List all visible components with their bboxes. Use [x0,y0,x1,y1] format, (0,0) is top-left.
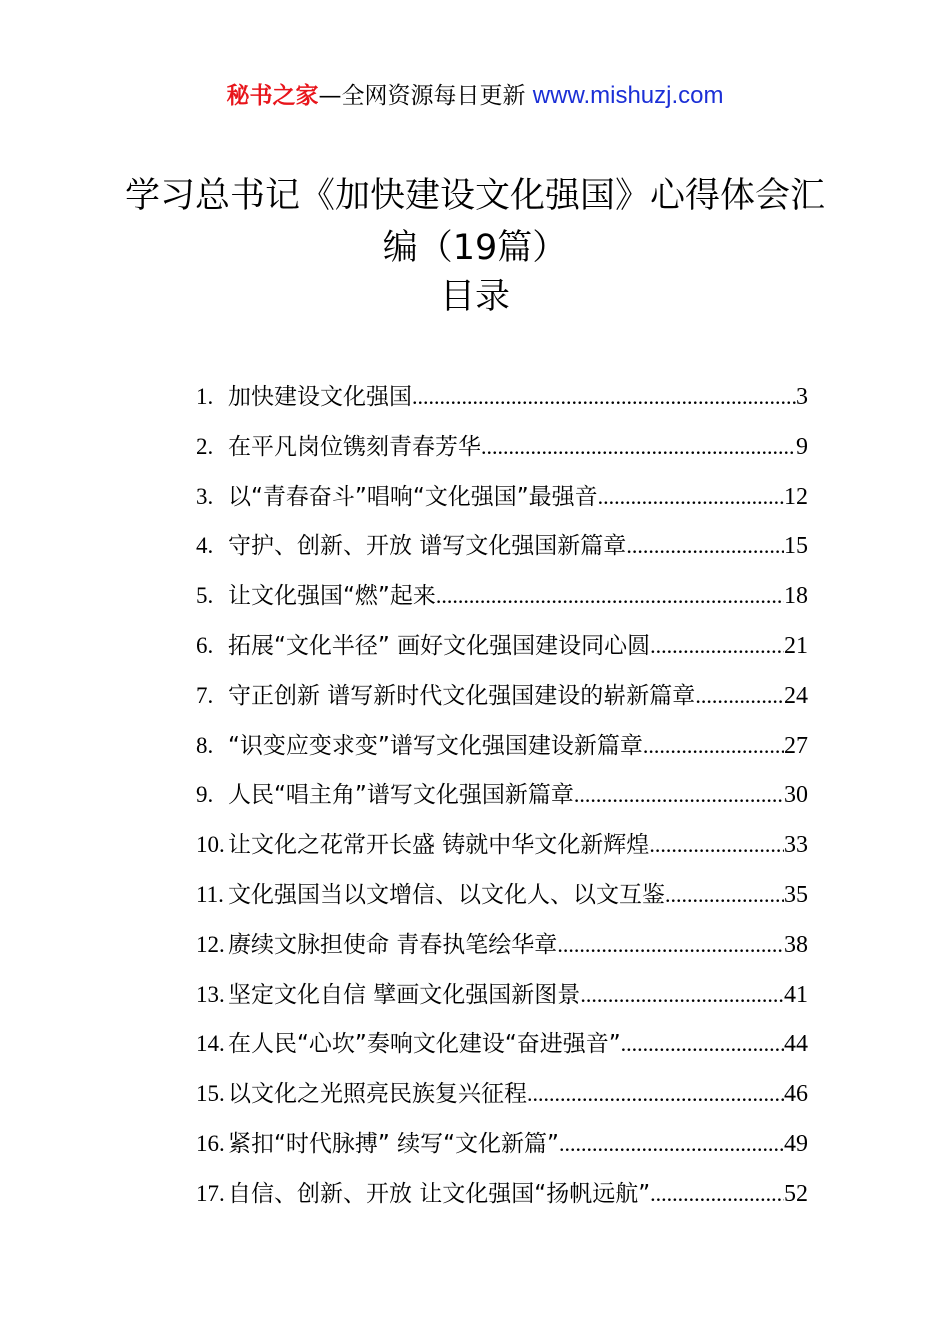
toc-entry[interactable] [196,521,808,571]
toc-entry-number: 3. [196,483,214,509]
toc-dot-leader [580,970,784,1020]
toc-entry[interactable] [196,1019,808,1069]
toc-entry-title: 在平凡岗位镌刻青春芳华 [228,433,481,460]
toc-entry-title: 坚定文化自信 擘画文化强国新图景 [228,981,581,1008]
toc-entry-number: 4. [196,533,214,559]
toc-entry-number: 5. [196,583,214,609]
toc-entry-page: 24 [784,682,808,709]
toc-entry[interactable] [196,920,808,970]
toc-entry-page: 12 [784,483,808,510]
site-header [0,80,950,112]
toc-dot-leader [527,1069,784,1119]
toc-entry-page: 18 [784,583,808,610]
toc-entry[interactable] [196,870,808,920]
toc-entry[interactable] [196,571,808,621]
toc-heading: 目录 [439,277,510,317]
toc-entry-page: 46 [784,1081,808,1108]
toc-entry-title: 人民“唱主角”谱写文化强国新篇章 [228,782,574,809]
toc-dot-leader [665,870,784,920]
toc-entry-number: 13. [196,981,225,1007]
toc-dot-leader [559,1119,784,1169]
brand-name: 秘书之家 [226,83,319,109]
toc-entry-title: 守护、创新、开放 谱写文化强国新篇章 [228,533,627,560]
toc-entry-title: 自信、创新、开放 让文化强国“扬帆远航” [228,1180,651,1207]
toc-entry-title: 让文化之花常开长盛 铸就中华文化新辉煌 [228,832,650,859]
table-of-contents [196,372,808,1219]
toc-entry-page: 27 [784,732,808,759]
toc-dot-leader [649,820,784,870]
toc-entry-number: 7. [196,682,214,708]
toc-entry-number: 8. [196,732,214,758]
toc-entry[interactable] [196,1119,808,1169]
header-tagline: —全网资源每日更新 [318,83,533,109]
toc-entry-title: 文化强国当以文增信、以文化人、以文互鉴 [228,881,665,908]
toc-dot-leader [574,770,784,820]
toc-entry[interactable] [196,372,808,422]
toc-entry-title: 让文化强国“燃”起来 [228,583,436,610]
toc-entry-page: 9 [796,433,808,460]
toc-entry-title: 加快建设文化强国 [228,384,412,410]
toc-entry[interactable] [196,671,808,721]
toc-entry-number: 12. [196,931,225,957]
toc-entry-number: 2. [196,433,214,459]
toc-dot-leader [598,472,784,522]
toc-entry-title: 紧扣“时代脉搏” 续写“文化新篇” [228,1130,559,1157]
toc-entry-number: 10. [196,832,225,858]
toc-dot-leader [481,422,796,472]
toc-entry-title: 以文化之光照亮民族复兴征程 [228,1081,527,1108]
toc-dot-leader [650,621,784,671]
toc-entry-number: 11. [196,881,224,907]
toc-entry-page: 33 [784,832,808,859]
toc-entry[interactable] [196,472,808,522]
toc-entry[interactable] [196,721,808,771]
toc-entry-page: 49 [784,1130,808,1157]
toc-dot-leader [412,372,796,422]
toc-entry[interactable] [196,970,808,1020]
toc-entry-title: 守正创新 谱写新时代文化强国建设的崭新篇章 [228,682,696,709]
toc-entry-number: 15. [196,1081,225,1107]
toc-entry[interactable] [196,422,808,472]
toc-entry-number: 17. [196,1180,225,1206]
toc-entry-page: 41 [784,981,808,1008]
toc-entry-title: 赓续文脉担使命 青春执笔绘华章 [228,931,558,958]
toc-entry[interactable] [196,621,808,671]
toc-entry-page: 35 [784,881,808,908]
toc-dot-leader [643,721,784,771]
toc-entry-title: 拓展“文化半径” 画好文化强国建设同心圆 [228,632,651,659]
toc-entry-number: 1. [196,384,214,409]
toc-entry-number: 6. [196,632,214,658]
site-link[interactable]: www.mishuzj.com [532,82,724,109]
toc-dot-leader [695,671,784,721]
toc-entry-page: 21 [784,632,808,659]
toc-entry[interactable] [196,1069,808,1119]
toc-dot-leader [621,1019,784,1069]
toc-entry-page: 15 [784,533,808,560]
document-title: 学习总书记《加快建设文化强国》心得体会汇编（19篇） [124,176,825,268]
toc-entry-number: 9. [196,782,214,808]
toc-entry-page: 30 [784,782,808,809]
toc-entry-page: 38 [784,931,808,958]
toc-entry-number: 16. [196,1130,225,1156]
toc-dot-leader [626,521,784,571]
toc-dot-leader [650,1169,784,1219]
toc-entry-page: 52 [784,1180,808,1207]
toc-entry[interactable] [196,1169,808,1219]
toc-entry-title: 以“青春奋斗”唱响“文化强国”最强音 [228,483,598,510]
toc-entry[interactable] [196,820,808,870]
toc-dot-leader [557,920,784,970]
toc-entry[interactable] [196,770,808,820]
toc-entry-title: 在人民“心坎”奏响文化建设“奋进强音” [228,1031,621,1058]
toc-dot-leader [436,571,784,621]
toc-entry-page: 3 [796,384,808,410]
toc-entry-number: 14. [196,1031,225,1057]
toc-entry-page: 44 [784,1031,808,1058]
toc-entry-title: “识变应变求变”谱写文化强国建设新篇章 [228,732,643,759]
